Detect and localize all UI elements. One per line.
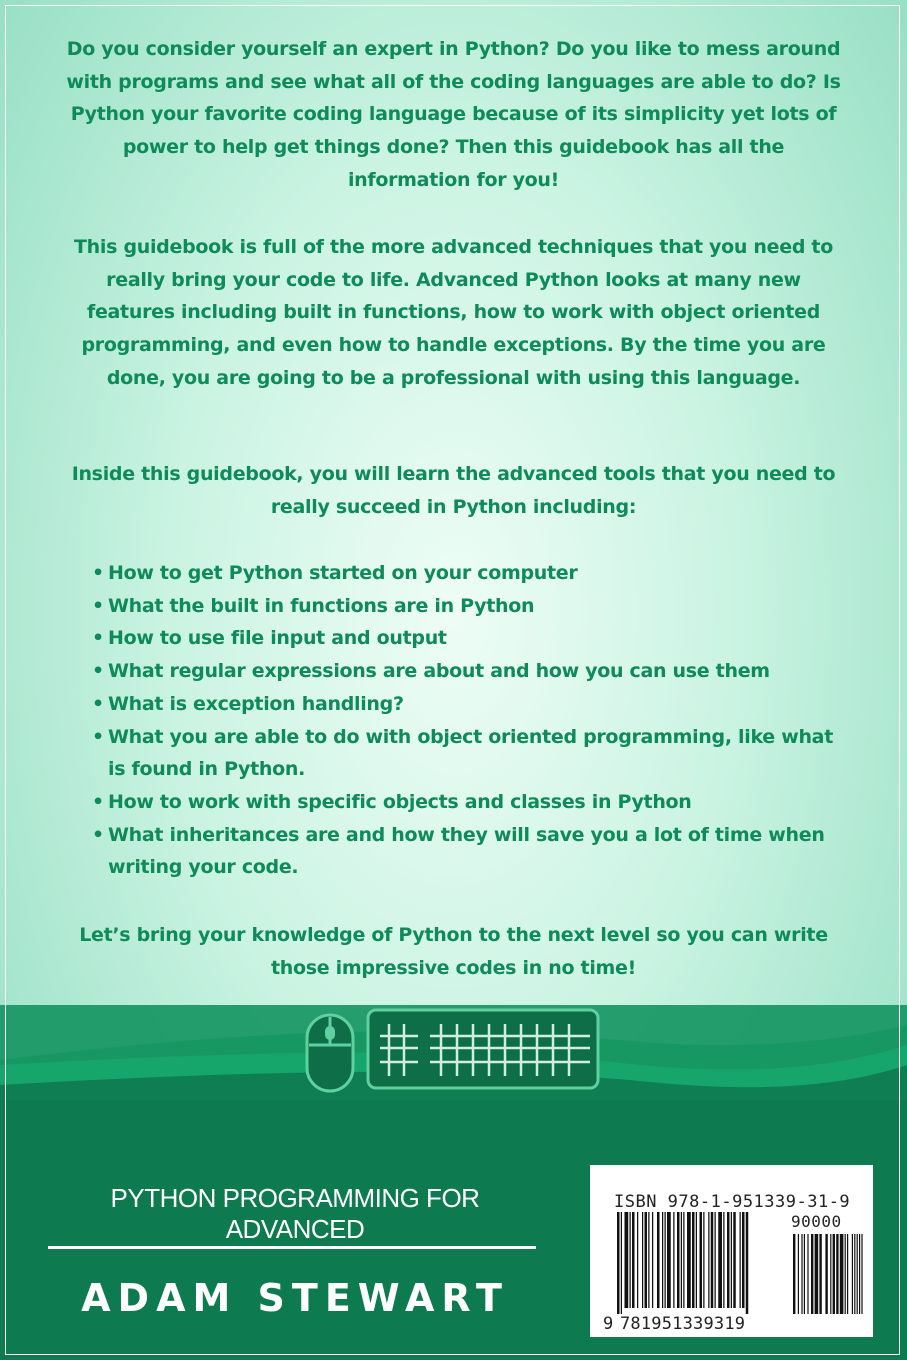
series-title: PYTHON PROGRAMMING FOR ADVANCED [110,1183,480,1244]
barcode-bar [617,1212,620,1314]
barcode-bar [692,1212,695,1308]
bullet-icon: • [92,692,104,715]
feature-text: What inheritances are and how they will save you a lot of time when writing your code. [108,823,825,879]
barcode-addon-bar [845,1234,846,1314]
list-item [92,557,852,590]
barcode-bar [665,1212,666,1308]
barcode-bar [673,1212,674,1308]
barcode-bar [740,1212,741,1308]
barcode-addon-bar [825,1234,827,1314]
barcode-bar [642,1212,643,1308]
list-item [92,786,852,819]
barcode-addon-bar [804,1234,805,1314]
barcode-bar [645,1212,648,1308]
feature-text: What the built in functions are in Python [108,594,535,617]
barcode-bar [703,1212,704,1308]
barcode-bar [681,1212,682,1308]
barcode-bar [718,1212,722,1308]
bullet-icon: • [92,594,104,617]
barcode-bar [700,1212,703,1308]
feature-text: What is exception handling? [108,692,404,715]
blurb-paragraph-3: Inside this guidebook, you will learn the advanced tools that you need to really succeed in Python including: [71,463,836,518]
list-item [92,655,852,688]
mouse-icon [307,1015,353,1091]
author-name: ADAM STEWART [81,1276,509,1320]
ean-number: 781951339319 [620,1314,746,1334]
list-item [92,721,852,786]
barcode-bar [733,1212,736,1308]
barcode-bar [632,1212,635,1308]
barcode-addon-bar [847,1234,848,1314]
price-code: 90000 [791,1212,842,1231]
barcode-bar [625,1212,629,1308]
bullet-icon: • [92,725,104,748]
barcode-addon-bar [819,1234,821,1314]
feature-text: What you are able to do with object oriented programming, like what is found in Python. [108,725,833,781]
isbn-barcode [590,1165,873,1337]
barcode-bar [708,1212,709,1308]
closing-paragraph: Let’s bring your knowledge of Python to the next level so you can write those impressive codes in no time! [79,924,828,979]
barcode-bar [621,1212,622,1314]
barcode-addon-bar [793,1234,795,1314]
barcode-addon-bar [861,1234,862,1314]
barcode-addon-bar [801,1234,802,1314]
barcode-bar [677,1212,680,1308]
barcode-bar [746,1212,749,1314]
barcode-bar [742,1212,745,1308]
blurb-paragraph-1: Do you consider yourself an expert in Python? Do you like to mess around with programs and see what all of the coding languages are able to do? Is Python your favorite coding language because of its simplicity yet lots of power to help get things done? Then this guidebook has all the information for you! [66,38,841,191]
barcode-bar [711,1212,714,1308]
barcode-bar [687,1212,691,1308]
keyboard-icon [368,1010,598,1088]
feature-text: How to use file input and output [108,627,447,650]
barcode-bar [727,1212,730,1308]
barcode-addon-bar [852,1234,853,1314]
list-item [92,819,852,884]
barcode-addon-bar [840,1234,844,1314]
bullet-icon: • [92,823,104,846]
feature-text: How to work with specific objects and classes in Python [108,790,692,813]
barcode-addon-bar [807,1234,808,1314]
barcode-bar [731,1212,732,1308]
ean-first-digit: 9 [603,1314,614,1334]
barcode-bar [715,1212,716,1308]
bullet-icon: • [92,660,104,683]
barcode-addon-bar [815,1234,819,1314]
barcode-addon-bar [830,1234,831,1314]
barcode-addon-bar [833,1234,835,1314]
blurb-paragraph-2: This guidebook is full of the more advanced techniques that you need to really bring your code to life. Advanced Python looks at many new features including built in functions, how to work with object oriented programming, and even how to handle exceptions. By the time you are done, you are going to be a professional with using this language. [74,236,833,389]
barcode-bar [652,1212,653,1308]
barcode-addon-bar [854,1234,855,1314]
bullet-icon: • [92,562,104,584]
barcode-addon-bar [811,1234,813,1314]
barcode-bar [662,1212,663,1308]
barcode-addon-bar [798,1234,799,1314]
barcode-addon-bar [836,1234,838,1314]
barcode-bar [696,1212,697,1308]
feature-text: How to get Python started on your computer [108,562,578,584]
list-item [92,688,852,721]
barcode-bars [617,1212,867,1317]
isbn-text: ISBN 978-1-951339-31-9 [614,1192,851,1212]
barcode-bar [648,1212,649,1308]
bullet-icon: • [92,627,104,650]
barcode-bar [657,1212,660,1308]
barcode-bar [637,1212,638,1308]
list-item [92,590,852,623]
barcode-bar [630,1212,631,1308]
barcode-bar [723,1212,724,1308]
barcode-bar [667,1212,671,1308]
title-divider [48,1246,536,1249]
feature-list [92,557,852,884]
barcode-addon-bar [859,1234,860,1314]
bullet-icon: • [92,790,104,813]
feature-text: What regular expressions are about and how you can use them [108,660,770,683]
barcode-addon-bar [857,1234,858,1314]
barcode-bar [683,1212,684,1308]
list-item [92,622,852,655]
